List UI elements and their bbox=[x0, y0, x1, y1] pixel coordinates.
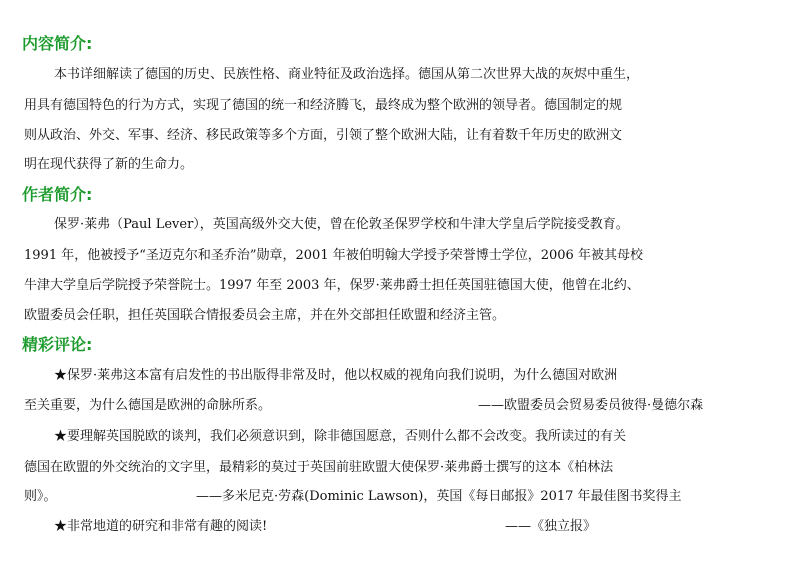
review-line: 则》。 bbox=[24, 489, 57, 504]
author-summary-line: 1991 年，他被授予“圣迈克尔和圣乔治”勋章，2001 年被伯明翰大学授予荣誉博士学位，2006 年被其母校 bbox=[24, 248, 643, 263]
content-summary-line: 用具有德国特色的行为方式，实现了德国的统一和经济腾飞，最终成为整个欧洲的领导者。德国制定的规 bbox=[24, 98, 623, 113]
review-source: ——多米尼克·劳森(Dominic Lawson)，英国《每日邮报》2017 年最佳图书奖得主 bbox=[196, 489, 682, 504]
author-summary-heading: 作者简介: bbox=[22, 185, 93, 204]
review-line: 德国在欧盟的外交统治的文字里，最精彩的莫过于英国前驻欧盟大使保罗·莱弗爵士撰写的这本《柏林法 bbox=[24, 460, 614, 475]
content-summary-line: 明在现代获得了新的生命力。 bbox=[24, 157, 194, 172]
review-line: ★要理解英国脱欧的谈判，我们必须意识到，除非德国愿意，否则什么都不会改变。我所读过的有关 bbox=[54, 429, 627, 444]
author-summary-line: 牛津大学皇后学院授予荣誉院士。1997 年至 2003 年，保罗·莱弗爵士担任英国驻德国大使，他曾在北约、 bbox=[24, 278, 640, 293]
author-summary-line: 欧盟委员会任职，担任英国联合情报委员会主席，并在外交部担任欧盟和经济主管。 bbox=[24, 308, 506, 323]
review-line: 至关重要，为什么德国是欧洲的命脉所系。 bbox=[24, 398, 272, 413]
content-summary-line: 则从政治、外交、军事、经济、移民政策等多个方面，引领了整个欧洲大陆，让有着数千年历史的欧洲文 bbox=[24, 128, 623, 143]
author-summary-line: 保罗·莱弗（Paul Lever），英国高级外交大使，曾在伦敦圣保罗学校和牛津大学皇后学院接受教育。 bbox=[54, 217, 629, 232]
review-source: ——欧盟委员会贸易委员彼得·曼德尔森 bbox=[478, 398, 704, 413]
content-summary-line: 本书详细解读了德国的历史、民族性格、商业特征及政治选择。德国从第二次世界大战的灰烬中重生， bbox=[54, 67, 640, 82]
review-line: ★保罗·莱弗这本富有启发性的书出版得非常及时，他以权威的视角向我们说明，为什么德国对欧洲 bbox=[54, 368, 618, 383]
content-summary-heading: 内容简介: bbox=[22, 34, 93, 53]
reviews-heading: 精彩评论: bbox=[22, 335, 93, 354]
review-source: ——《独立报》 bbox=[505, 519, 597, 534]
review-line: ★非常地道的研究和非常有趣的阅读! bbox=[54, 519, 268, 534]
